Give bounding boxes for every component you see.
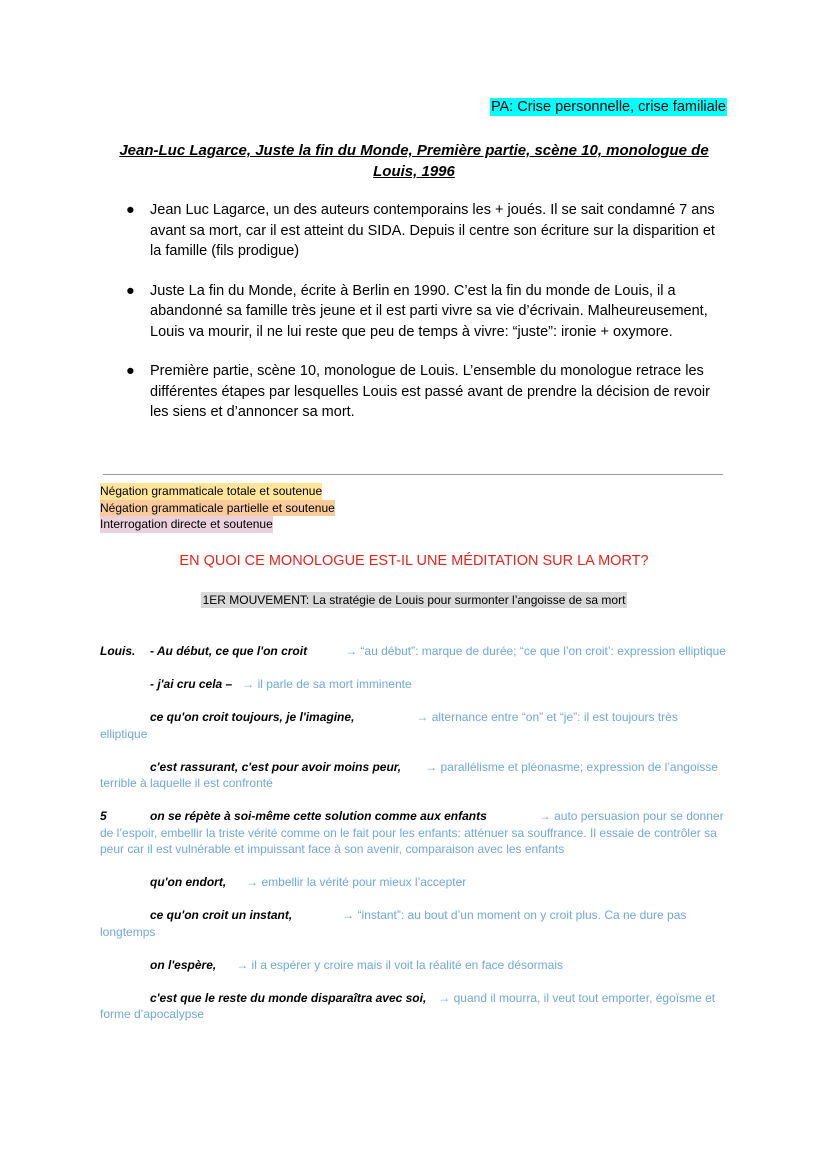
annotation-note: → parallélisme et pléonasme; expression de l’angoisse terrible à laquelle il est confronté xyxy=(100,759,718,790)
analysis-entry xyxy=(100,957,728,974)
quote-text: - Au début, ce que l'on croit xyxy=(150,644,308,658)
line-prefix: 5 xyxy=(100,809,107,823)
quote-text: c'est rassurant, c'est pour avoir moins peur, xyxy=(150,759,402,774)
quote-text: ce qu'on croit un instant, xyxy=(150,908,293,922)
document-title: Jean-Luc Lagarce, Juste la fin du Monde, Première partie, scène 10, monologue de Louis, 1996 xyxy=(119,142,709,180)
problematique: EN QUOI CE MONOLOGUE EST-IL UNE MÉDITATION SUR LA MORT? xyxy=(179,553,649,569)
quote-text: - j'ai cru cela – xyxy=(150,677,233,691)
bullet-text: Jean Luc Lagarce, un des auteurs contemporains les + joués. Il se sait condamné 7 ans avant sa mort, car il est atteint du SIDA. Depuis il centre son écriture sur la disparition et la famille (fils prodigue) xyxy=(150,202,715,259)
analysis-entry xyxy=(100,643,728,660)
analysis-entry xyxy=(100,874,728,891)
quote-text: on l'espère, xyxy=(150,957,217,972)
theme-heading: PA: Crise personnelle, crise familiale xyxy=(490,99,726,115)
legend-negation-partielle: Négation grammaticale partielle et soutenue xyxy=(100,500,335,515)
intro-bullets xyxy=(100,200,728,442)
analysis-entry xyxy=(100,709,728,742)
bullet-item xyxy=(100,200,728,262)
bullet-icon: ● xyxy=(126,202,135,218)
color-legend xyxy=(100,483,335,533)
bullet-item xyxy=(100,361,728,423)
movement-heading xyxy=(100,593,728,607)
annotation-note: → auto persuasion pour se donner de l’espoir, embellir la triste vérité comme on le fait pour les enfants: atténuer sa souffrance. Il essaie de contrôler sa peur car il est vulnérable et impuissant face à son avenir, comparaison avec les enfants xyxy=(100,809,724,856)
analysis-entry xyxy=(100,990,728,1023)
annotation-note: → il a espérer y croire mais il voit la réalité en face désormais xyxy=(236,957,564,972)
annotation-note: → quand il mourra, il veut tout emporter, égoïsme et forme d’apocalypse xyxy=(100,990,716,1021)
analysis-entry xyxy=(100,759,728,792)
legend-interrogation: Interrogation directe et soutenue xyxy=(100,517,273,531)
analysis-entry xyxy=(100,676,728,693)
annotation-note: → “instant”: au bout d’un moment on y croit plus. Ca ne dure pas longtemps xyxy=(100,908,687,939)
bullet-icon: ● xyxy=(126,282,135,299)
bullet-text: Juste La fin du Monde, écrite à Berlin en 1990. C’est la fin du monde de Louis, il a abandonné sa famille très jeune et il est parti vivre sa vie d’écrivain. Malheureusement, Louis va mourir, il ne lui reste que peu de temps à vivre: “juste”: ironie + oxymore. xyxy=(150,282,708,340)
annotation-note: → “au début”: marque de durée; “ce que l’on croit’: expression elliptique xyxy=(345,644,726,658)
legend-negation-totale: Négation grammaticale totale et soutenue xyxy=(100,484,323,498)
bullet-item xyxy=(100,281,728,343)
quote-text: qu'on endort, xyxy=(150,875,227,889)
annotation-note: → il parle de sa mort imminente xyxy=(242,677,412,691)
bullet-icon: ● xyxy=(126,363,135,379)
movement-label: 1ER MOUVEMENT: La stratégie de Louis pour surmonter l’angoisse de sa mort xyxy=(202,593,626,607)
line-prefix: Louis. xyxy=(100,644,136,658)
analysis-lines xyxy=(100,643,728,1039)
annotation-note: → alternance entre “on” et “je”: il est toujours très elliptique xyxy=(100,710,678,741)
annotation-note: → embellir la vérité pour mieux l’accepter xyxy=(246,875,467,889)
analysis-entry xyxy=(100,907,728,940)
analysis-entry xyxy=(100,808,728,858)
quote-text: on se répète à soi-même cette solution comme aux enfants xyxy=(150,809,487,823)
quote-text: ce qu'on croit toujours, je l'imagine, xyxy=(150,710,355,724)
quote-text: c'est que le reste du monde disparaîtra avec soi, xyxy=(150,990,427,1005)
divider xyxy=(103,474,723,475)
bullet-text: Première partie, scène 10, monologue de Louis. L’ensemble du monologue retrace les différentes étapes par lesquelles Louis est passé avant de prendre la décision de revoir les siens et d’annoncer sa mort. xyxy=(150,363,710,420)
